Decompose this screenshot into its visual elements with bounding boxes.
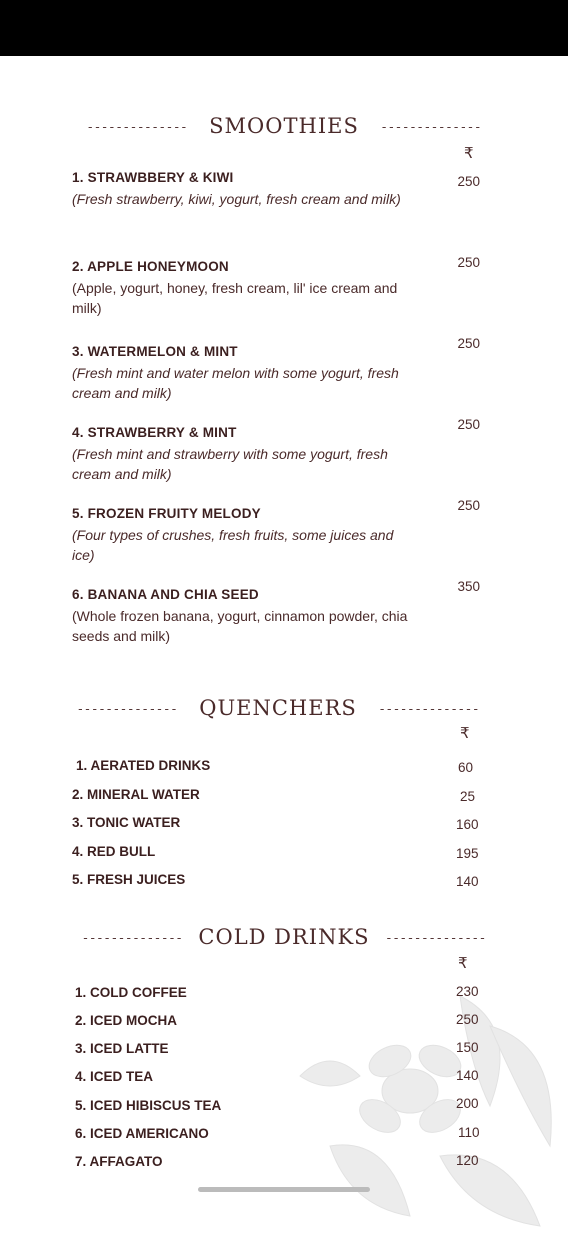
item-price: 350 (457, 579, 480, 594)
left-dashes: -------------- (86, 120, 188, 135)
item-name: 6. BANANA AND CHIA SEED (72, 587, 259, 602)
item-price: 250 (456, 1012, 479, 1027)
item-desc: (Four types of crushes, fresh fruits, some juices and ice) (72, 527, 394, 563)
list-item: 2. ICED MOCHA (75, 1013, 178, 1028)
item-name: 5. FROZEN FRUITY MELODY (72, 506, 261, 521)
list-item: 6. ICED AMERICANO (75, 1126, 209, 1141)
item-price: 250 (457, 174, 480, 189)
list-item: 3. ICED LATTE (75, 1041, 169, 1056)
smoothies-title: SMOOTHIES (209, 114, 359, 138)
rupee-symbol: ₹ (464, 144, 474, 162)
item-price: 140 (456, 1068, 479, 1083)
right-dashes: -------------- (380, 120, 482, 135)
item-desc: (Fresh mint and water melon with some yogurt, fresh cream and milk) (72, 365, 399, 401)
smoothies-heading (0, 114, 568, 138)
list-item: 4. ICED TEA (75, 1069, 154, 1084)
list-item: 5. ICED HIBISCUS TEA (75, 1098, 222, 1113)
item-price: 250 (457, 498, 480, 513)
item-price: 250 (457, 336, 480, 351)
item-name: 4. STRAWBERRY & MINT (72, 425, 237, 440)
list-item: 5. FRESH JUICES (72, 872, 186, 887)
list-item (72, 425, 412, 484)
cold-drinks-title: COLD DRINKS (198, 925, 370, 949)
item-price: 250 (457, 255, 480, 270)
left-dashes: -------------- (76, 702, 178, 717)
item-price: 230 (456, 984, 479, 999)
item-desc: (Fresh mint and strawberry with some yogurt, fresh cream and milk) (72, 446, 388, 482)
list-item: 2. MINERAL WATER (72, 787, 200, 802)
item-price: 120 (456, 1153, 479, 1168)
rupee-symbol: ₹ (458, 954, 468, 972)
item-price: 150 (456, 1040, 479, 1055)
item-price: 140 (456, 874, 479, 889)
list-item (72, 506, 412, 565)
list-item (72, 170, 412, 209)
item-price: 160 (456, 817, 479, 832)
item-price: 25 (460, 789, 476, 804)
list-item: 4. RED BULL (72, 844, 156, 859)
item-price: 60 (458, 760, 474, 775)
list-item (72, 587, 412, 646)
list-item: 3. TONIC WATER (72, 815, 181, 830)
right-dashes: -------------- (385, 931, 487, 946)
left-dashes: -------------- (81, 931, 183, 946)
list-item (72, 344, 412, 403)
item-price: 250 (457, 417, 480, 432)
list-item: 7. AFFAGATO (75, 1154, 163, 1169)
item-desc: (Fresh strawberry, kiwi, yogurt, fresh cream and milk) (72, 191, 401, 207)
list-item: 1. AERATED DRINKS (76, 758, 211, 773)
menu-page[interactable] (0, 56, 568, 1200)
item-price: 110 (458, 1125, 480, 1140)
item-name: 2. APPLE HONEYMOON (72, 259, 229, 274)
item-price: 195 (456, 846, 479, 861)
list-item (72, 259, 412, 318)
rupee-symbol: ₹ (460, 724, 470, 742)
home-indicator[interactable] (198, 1187, 370, 1192)
right-dashes: -------------- (378, 702, 480, 717)
item-desc: (Whole frozen banana, yogurt, cinnamon powder, chia seeds and milk) (72, 608, 408, 644)
quenchers-title: QUENCHERS (199, 696, 357, 720)
list-item: 1. COLD COFFEE (75, 985, 187, 1000)
status-bar (0, 0, 568, 56)
cold-drinks-heading (0, 925, 568, 949)
quenchers-heading (0, 696, 562, 720)
item-price: 200 (456, 1096, 479, 1111)
item-desc: (Apple, yogurt, honey, fresh cream, lil' ice cream and milk) (72, 280, 398, 316)
item-name: 1. STRAWBBERY & KIWI (72, 170, 234, 185)
item-name: 3. WATERMELON & MINT (72, 344, 238, 359)
flower-decoration-icon (290, 986, 568, 1236)
